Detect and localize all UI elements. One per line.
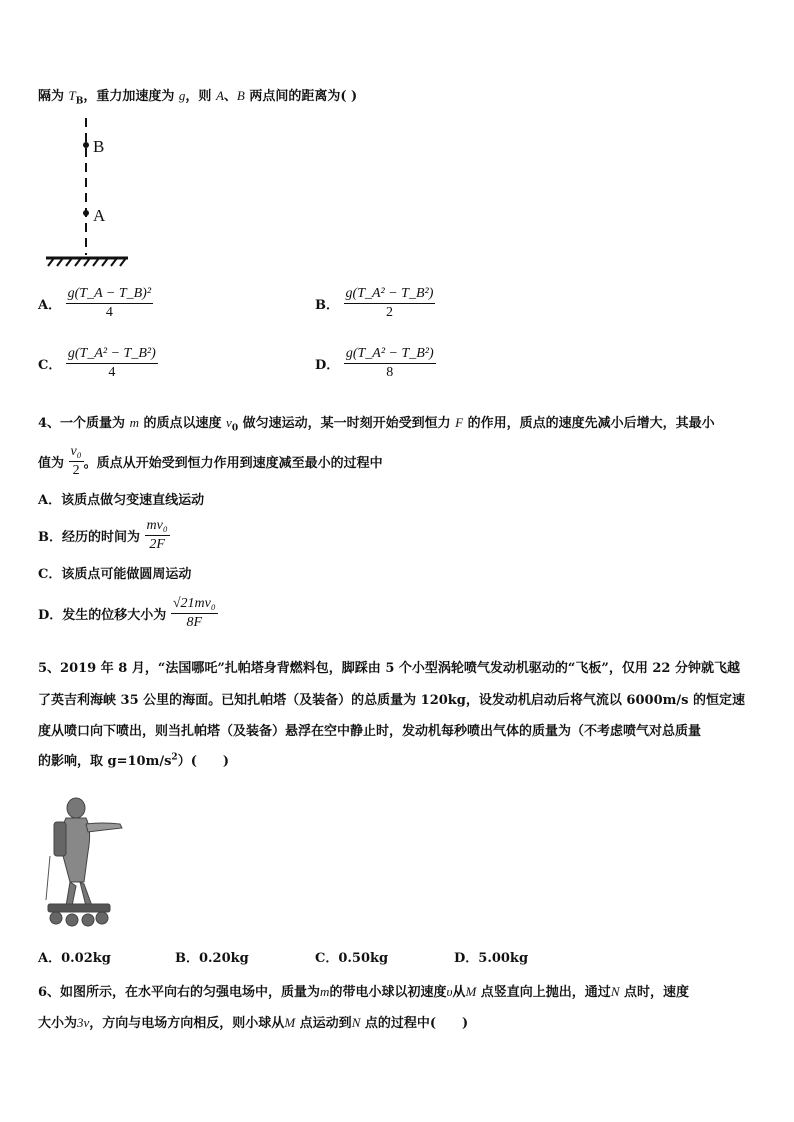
- point-b: [83, 142, 89, 148]
- q3-symbol-a: A: [215, 88, 224, 103]
- q6-symbol-M: M: [284, 1015, 296, 1030]
- option-b-fraction: [344, 286, 436, 321]
- fraction-numerator: mv₀: [145, 518, 170, 536]
- fraction-denominator: 4: [105, 305, 113, 320]
- q3-symbol-t: T: [68, 88, 76, 103]
- option-c-fraction: [66, 346, 158, 381]
- fraction-numerator: g(T_A − T_B)²: [66, 286, 153, 304]
- q3-text: 两点间的距离为( ): [244, 89, 358, 104]
- q6-text: 点的过程中( ): [360, 1016, 469, 1031]
- option-text: A．该质点做匀变速直线运动: [38, 493, 205, 508]
- q3-text: 、: [223, 89, 237, 104]
- option-label: C．: [38, 358, 62, 373]
- q3-text: 隔为: [38, 89, 69, 104]
- option-label: A．: [38, 298, 62, 313]
- q4-symbol-v: v: [226, 415, 232, 430]
- q4-option-b[interactable]: [38, 518, 170, 553]
- q4-text: 做匀速运动，某一时刻开始受到恒力: [238, 416, 456, 431]
- q6-symbol-N: N: [610, 984, 620, 999]
- q3-symbol-b: B: [236, 88, 245, 103]
- fraction-numerator: √21mv₀: [171, 596, 218, 614]
- q6-symbol-N: N: [351, 1015, 361, 1030]
- fraction-denominator: 2F: [149, 537, 165, 552]
- q3-text: ，则: [185, 89, 216, 104]
- q6-text: 大小为: [38, 1016, 78, 1031]
- q6-symbol-M: M: [465, 984, 477, 999]
- fraction-numerator: v₀: [69, 444, 84, 462]
- q5-text: ）( ): [177, 754, 229, 769]
- q4-option-a[interactable]: [38, 489, 204, 508]
- q3-option-b[interactable]: [315, 286, 435, 321]
- fraction-numerator: g(T_A² − T_B²): [344, 286, 436, 304]
- option-text: C．0.50kg: [315, 951, 389, 966]
- q6-text: 点运动到: [295, 1016, 352, 1031]
- q4-text: 。质点从开始受到恒力作用到速度减至最小的过程中: [83, 456, 383, 471]
- q4-min-speed-fraction: [69, 444, 84, 479]
- label-b: B: [93, 137, 105, 156]
- q6-text: 的带电小球以初速度: [329, 985, 447, 1000]
- fraction-denominator: 2: [72, 463, 80, 478]
- fraction-numerator: g(T_A² − T_B²): [344, 346, 436, 364]
- helmet-shape: [67, 798, 85, 818]
- option-label: B．: [315, 298, 339, 313]
- q4-option-c[interactable]: [38, 563, 191, 582]
- option-text: B．0.20kg: [175, 951, 249, 966]
- q6-symbol-v: υ: [446, 984, 453, 999]
- option-text: A．0.02kg: [38, 951, 111, 966]
- q5-text: 了英吉利海峡 35 公里的海面。已知扎帕塔（及装备）的总质量为 120kg，设发动机启动后将气流以 6000m/s 的恒定速: [38, 693, 745, 708]
- label-a: A: [93, 206, 106, 225]
- fraction-denominator: 2: [385, 305, 393, 320]
- q5-stem-line2: [38, 689, 745, 708]
- q4-text: 的质点以速度: [138, 416, 227, 431]
- q5-option-a[interactable]: [38, 947, 111, 966]
- q6-stem-line2: [38, 1012, 468, 1031]
- q3-option-a[interactable]: [38, 286, 153, 321]
- q5-stem-line4: [38, 750, 229, 769]
- q6-text: 点时，速度: [619, 985, 690, 1000]
- fraction-numerator: g(T_A² − T_B²): [66, 346, 158, 364]
- fraction-denominator: 4: [108, 365, 116, 380]
- q3-symbol-t-sub: B: [75, 96, 84, 107]
- option-text: B．经历的时间为: [38, 530, 140, 545]
- q6-text: 点竖直向上抛出，通过: [476, 985, 611, 1000]
- q4-text: 值为: [38, 456, 65, 471]
- q5-stem-line3: [38, 720, 701, 739]
- q3-option-c[interactable]: [38, 346, 158, 381]
- backpack-shape: [54, 822, 66, 856]
- flyboard-photo: [40, 790, 130, 930]
- option-text: D．5.00kg: [454, 951, 529, 966]
- point-a: [83, 210, 89, 216]
- q5-superscript: 2: [171, 752, 178, 763]
- q4-stem-line1: [38, 412, 715, 434]
- q3-symbol-g: g: [178, 88, 186, 103]
- q5-stem-line1: [38, 657, 740, 676]
- q5-option-b[interactable]: [175, 947, 249, 966]
- q3-stem-tail: [38, 85, 357, 107]
- q4-stem-line2: [38, 444, 383, 479]
- q6-text: 从: [452, 985, 466, 1000]
- q4-symbol-f: F: [455, 415, 464, 430]
- q4-option-d-fraction: [171, 596, 218, 631]
- option-text: D．发生的位移大小为: [38, 608, 167, 623]
- option-a-fraction: [66, 286, 153, 321]
- q4-text: 的作用，质点的速度先减小后增大，其最小: [463, 416, 715, 431]
- q6-symbol-3v: 3v: [77, 1015, 90, 1030]
- option-d-fraction: [344, 346, 436, 381]
- option-text: C．该质点可能做圆周运动: [38, 567, 192, 582]
- q5-text: 5、2019 年 8 月，“法国哪吒”扎帕塔身背燃料包，脚踩由 5 个小型涡轮喷气发动机驱动的“飞板”，仅用 22 分钟就飞越: [38, 661, 741, 676]
- q4-text: 4、一个质量为: [38, 416, 130, 431]
- q6-text: ，方向与电场方向相反，则小球从: [89, 1016, 285, 1031]
- option-label: D．: [315, 358, 340, 373]
- q5-text: 的影响，取 g=10m/s: [38, 754, 172, 769]
- fraction-denominator: 8: [386, 365, 394, 380]
- q6-text: 6、如图所示，在水平向右的匀强电场中，质量为: [38, 985, 321, 1000]
- figure-vertical-line-diagram: [40, 112, 150, 272]
- q4-symbol-m: m: [129, 415, 139, 430]
- q5-option-d[interactable]: [454, 947, 528, 966]
- q4-option-b-fraction: [145, 518, 170, 553]
- q6-stem-line1: [38, 981, 689, 1000]
- q6-symbol-m: m: [320, 984, 330, 999]
- q5-text: 度从喷口向下喷出，则当扎帕塔（及装备）悬浮在空中静止时，发动机每秒喷出气体的质量为（不考虑喷气对总质量: [38, 724, 702, 739]
- q3-option-d[interactable]: [315, 346, 436, 381]
- q3-text: ，重力加速度为: [83, 89, 179, 104]
- fraction-denominator: 8F: [186, 615, 203, 630]
- board-shape: [48, 904, 110, 912]
- q5-option-c[interactable]: [315, 947, 388, 966]
- q4-symbol-v-sub: 0: [231, 423, 239, 434]
- q4-option-d[interactable]: [38, 596, 218, 631]
